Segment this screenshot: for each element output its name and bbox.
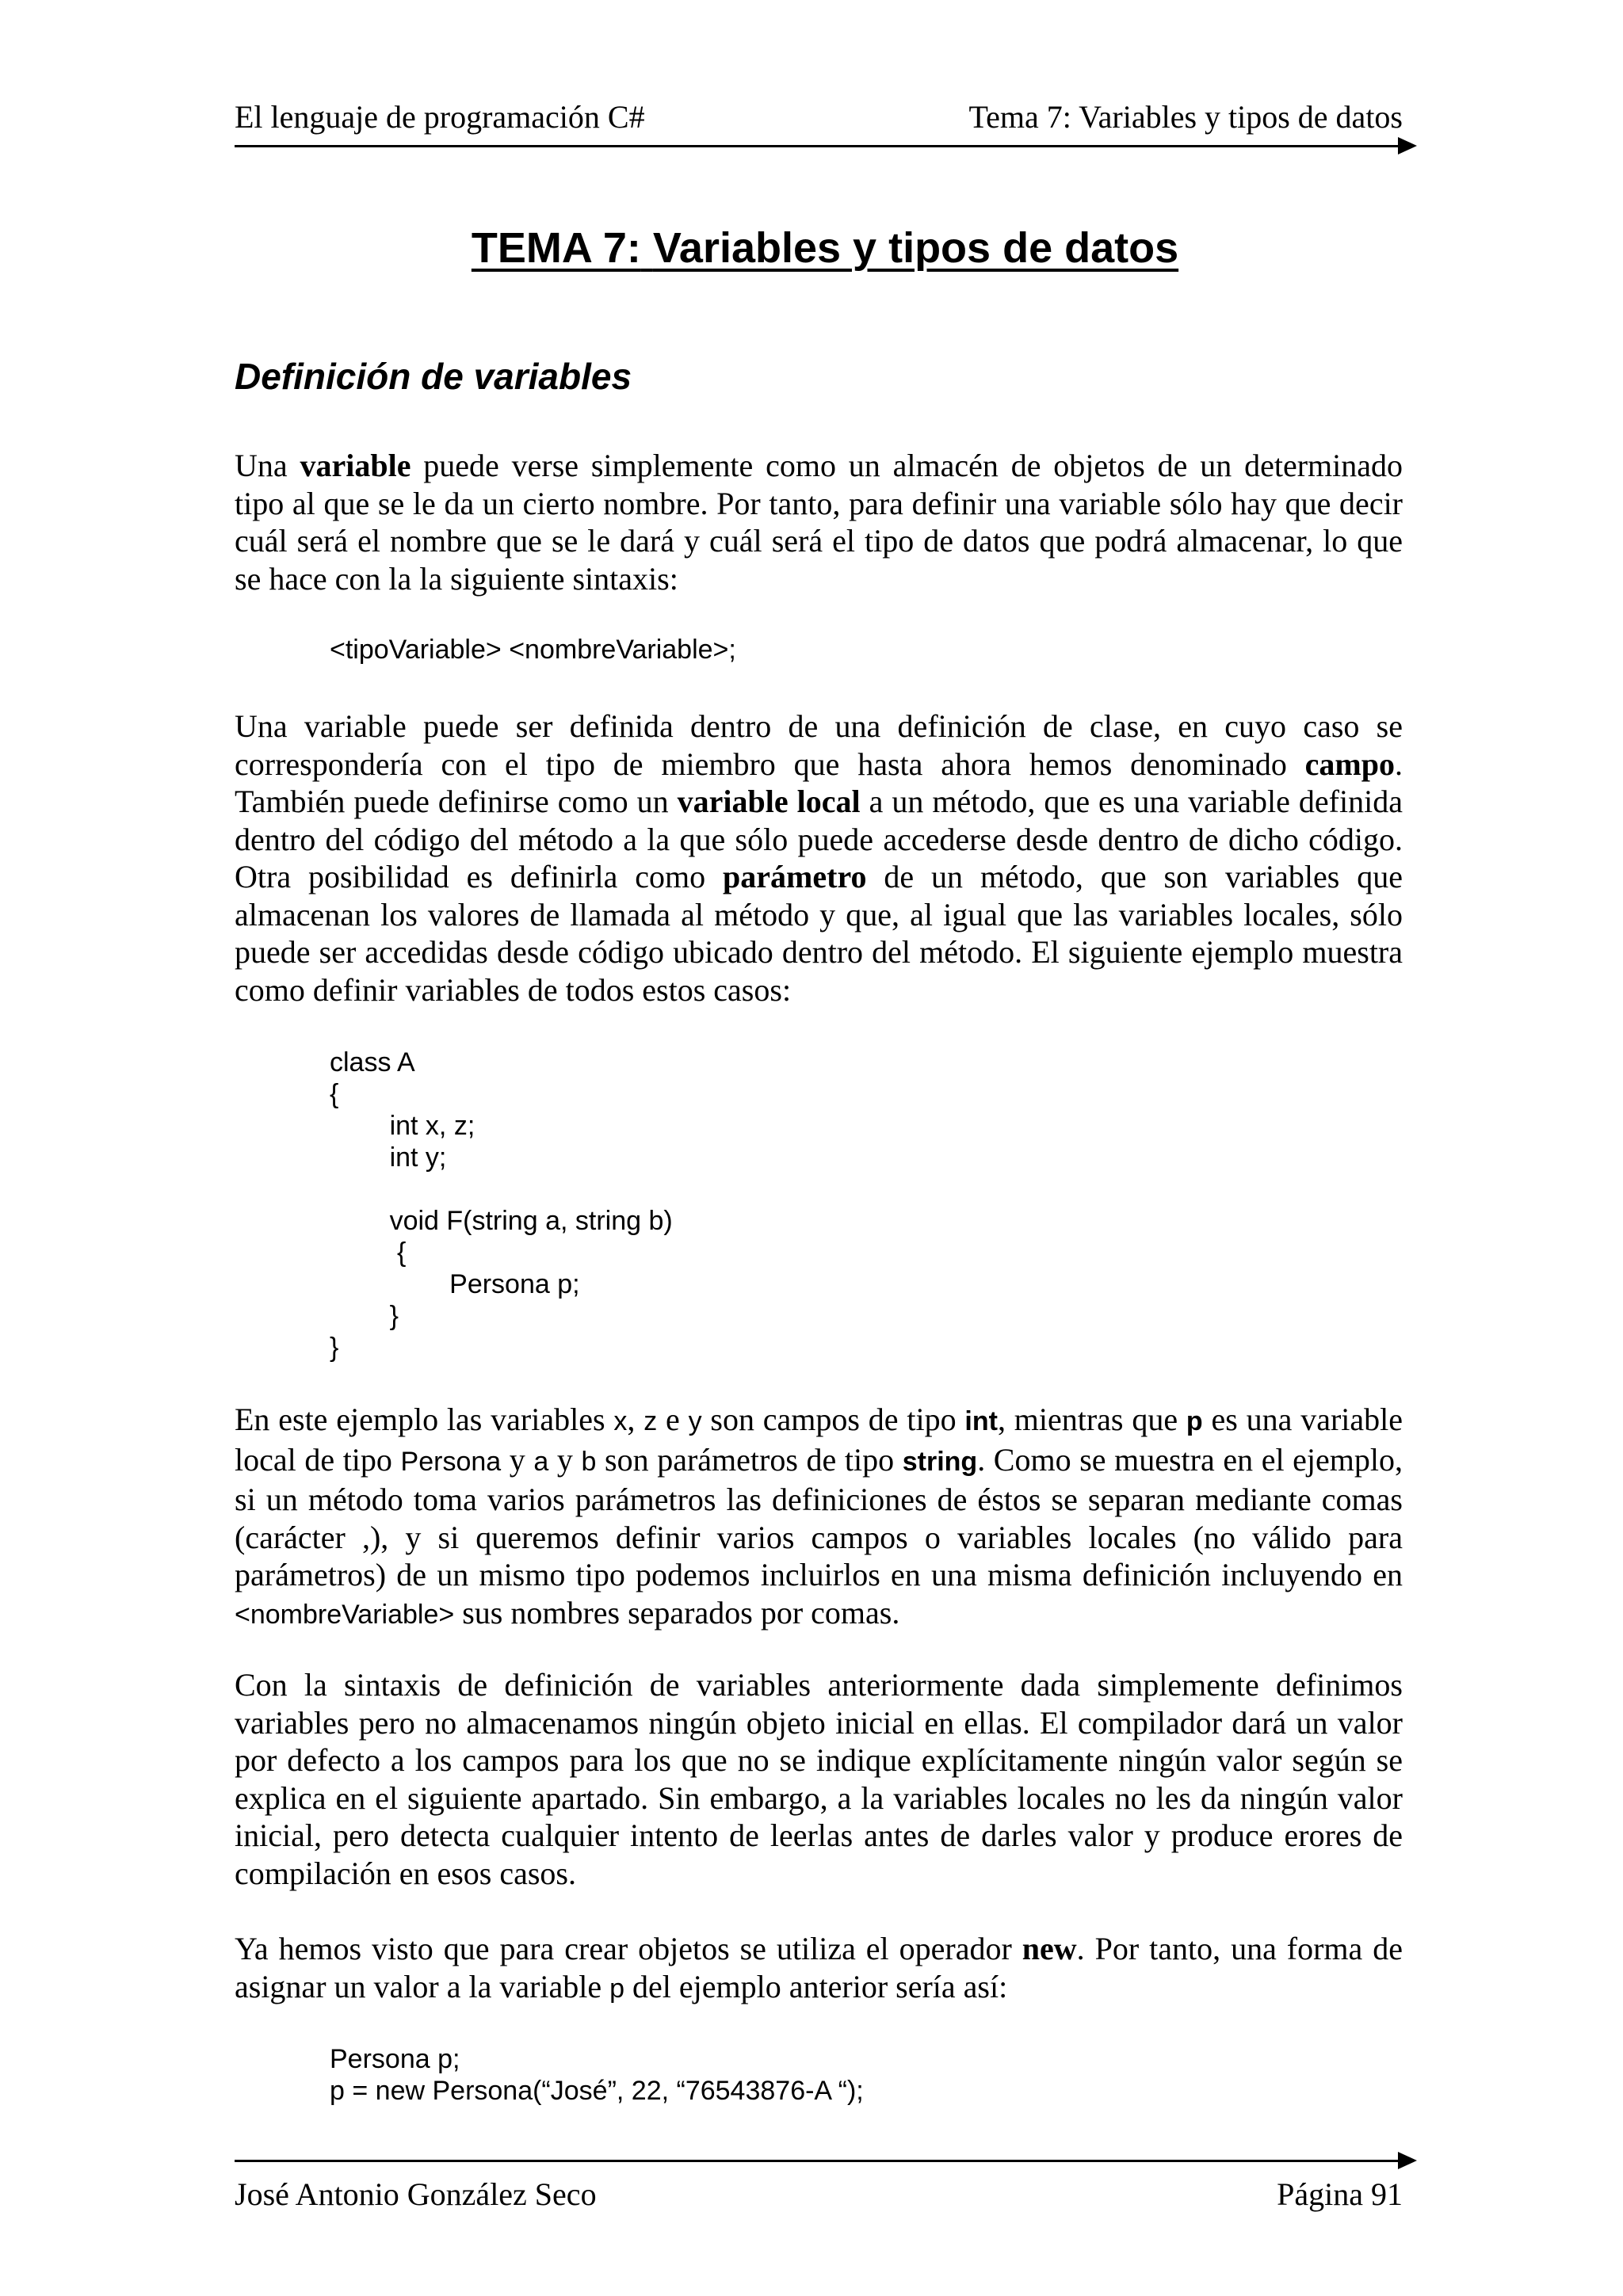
code-inline: Persona: [400, 1446, 502, 1477]
header-book-title: El lenguaje de programación C#: [235, 99, 645, 135]
header-chapter-title: Tema 7: Variables y tipos de datos: [968, 99, 1403, 135]
text-run: son campos de tipo: [701, 1402, 965, 1437]
text-run: . Como se muestra en el ejemplo, si un método toma varios parámetros las definiciones de éstos se separan mediante comas (carácter ,), y si queremos definir varios campos o variables locales (no válido para parámetros) de un mismo tipo podemos incluirlos en una misma definición incluyendo en: [235, 1441, 1403, 1592]
code-inline: y: [688, 1406, 702, 1436]
chapter-title-prefix: TEMA 7:: [471, 224, 641, 272]
bold-term: parámetro: [723, 859, 867, 894]
paragraph-new-operator: [235, 1930, 1403, 2008]
text-run: es una variable local de tipo: [235, 1402, 1403, 1478]
code-syntax: <tipoVariable> <nombreVariable>;: [330, 635, 736, 665]
paragraph-default-values: Con la sintaxis de definición de variables anteriormente dada simplemente definimos variables pero no almacenamos ningún objeto inicial en ellas. El compilador dará un valor por defecto a los campos para los que no se indique explícitamente ningún valor según se explica en el siguiente apartado. Sin embargo, a la variables locales no les da ningún valor inicial, pero detecta cualquier intento de leerlas antes de darles valor y produce erores de compilación en esos casos.: [235, 1667, 1403, 1891]
text-run: del ejemplo anterior sería así:: [624, 1968, 1008, 2004]
code-inline-bold: int: [964, 1406, 998, 1436]
code-inline: x: [613, 1406, 628, 1436]
page-footer: [235, 2176, 1403, 2220]
footer-author: José Antonio González Seco: [235, 2176, 597, 2212]
text-run: , mientras que: [997, 1402, 1186, 1437]
text-run: puede verse simplemente como un almacén de objetos de un determinado tipo al que se le da un cierto nombre. Por tanto, para definir una variable sólo hay que decir cuál será el nombre que se le dará y cuál será el tipo de datos que podrá almacenar, lo que se hace con la la siguiente sintaxis:: [235, 448, 1403, 597]
text-run: Ya hemos visto que para crear objetos se utiliza el operador: [235, 1931, 1022, 1966]
paragraph-variable-kinds: [235, 707, 1403, 1009]
bold-term: variable: [300, 448, 411, 483]
footer-arrow-rule: [235, 2160, 1400, 2162]
code-inline: <nombreVariable>: [235, 1599, 455, 1630]
code-example-class: class A { int x, z; int y; void F(string a, string b) { Persona p; } }: [330, 1047, 673, 1363]
section-heading: Definición de variables: [235, 356, 632, 397]
text-run: Una variable puede ser definida dentro de una definición de clase, en cuyo caso se correspondería con el tipo de miembro que hasta ahora hemos denominado: [235, 708, 1403, 782]
text-run: de un método, que son variables que almacenan los valores de llamada al método y que, al igual que las variables locales, sólo puede ser accedidas desde código ubicado dentro del método. El siguiente ejemplo muestra como definir variables de todos estos casos:: [235, 859, 1403, 1008]
footer-page-number: Página 91: [1277, 2176, 1403, 2212]
text-run: ,: [627, 1402, 644, 1437]
text-run: En este ejemplo las variables: [235, 1402, 614, 1437]
code-inline: a: [533, 1446, 549, 1477]
text-run: sus nombres separados por comas.: [454, 1594, 900, 1630]
header-arrow-rule: [235, 145, 1400, 147]
code-inline: z: [643, 1406, 658, 1436]
text-run: a un método, que es una variable definida dentro del código del método a la que sólo puede accederse desde dentro de dicho código. Otra posibilidad es definirla como: [235, 784, 1403, 894]
text-run: y: [501, 1441, 534, 1478]
text-run: e: [657, 1402, 689, 1437]
paragraph-example-explanation: [235, 1401, 1403, 1634]
text-run: . También puede definirse como un: [235, 746, 1403, 819]
text-run: son parámetros de tipo: [596, 1441, 903, 1478]
code-inline-bold: p: [1186, 1406, 1203, 1436]
page-header: [235, 93, 1403, 138]
text-run: Una: [235, 448, 300, 483]
bold-term: campo: [1304, 746, 1395, 782]
text-run: y: [548, 1441, 582, 1478]
code-inline-bold: string: [902, 1446, 978, 1477]
bold-term: variable local: [677, 784, 861, 819]
chapter-title-text: Variables y tipos de datos: [652, 224, 1179, 272]
bold-term: new: [1022, 1931, 1077, 1966]
code-inline: p: [609, 1973, 625, 2004]
text-run: . Por tanto, una forma de asignar un valor a la variable: [235, 1931, 1403, 2004]
chapter-title: [0, 223, 1623, 273]
paragraph-definition: [235, 447, 1403, 597]
code-assignment: Persona p; p = new Persona(“José”, 22, “76543876-A “);: [330, 2044, 864, 2106]
code-inline: b: [581, 1446, 597, 1477]
